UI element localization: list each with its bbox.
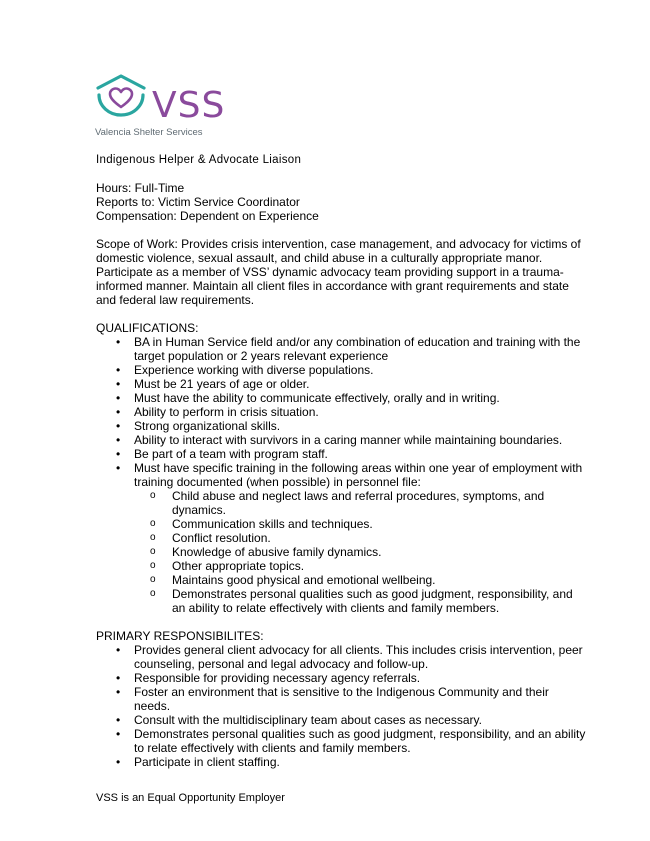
list-item: • Demonstrates personal qualities such as good judgment, responsibility, and an ability to relate effectively with clients and family members. — [96, 727, 586, 755]
qualifications-list — [96, 335, 586, 615]
list-item: • Responsible for providing necessary agency referrals. — [96, 671, 586, 685]
qualifications-heading: QUALIFICATIONS: — [96, 321, 199, 335]
sublist-item: o Conflict resolution. — [134, 531, 586, 545]
sublist-item: o Demonstrates personal qualities such as good judgment, responsibility, and an ability to relate effectively with clients and family members. — [134, 587, 586, 615]
vss-logo — [94, 74, 244, 144]
list-item-text: Must have specific training in the following areas within one year of employment with training documented (when possible) in personnel file: — [134, 461, 583, 489]
job-title: Indigenous Helper & Advocate Liaison — [96, 154, 302, 166]
list-item: • Consult with the multidisciplinary team about cases as necessary. — [96, 713, 586, 727]
detail-compensation: Compensation: Dependent on Experience — [96, 209, 319, 223]
sublist-item: o Child abuse and neglect laws and referral procedures, symptoms, and dynamics. — [134, 489, 586, 517]
footer-eoe-statement: VSS is an Equal Opportunity Employer — [96, 792, 285, 804]
list-item: • Ability to interact with survivors in a caring manner while maintaining boundaries. — [96, 433, 586, 447]
sublist-item: o Knowledge of abusive family dynamics. — [134, 545, 586, 559]
responsibilities-heading: PRIMARY RESPONSIBILITES: — [96, 629, 264, 643]
list-item: • Strong organizational skills. — [96, 419, 586, 433]
logo-tagline: Valencia Shelter Services — [95, 127, 203, 138]
list-item: • BA in Human Service field and/or any combination of education and training with the target population or 2 years relevant experience — [96, 335, 586, 363]
list-item: • Provides general client advocacy for all clients. This includes crisis intervention, peer counseling, personal and legal advocacy and follow-up. — [96, 643, 586, 671]
list-item: • Experience working with diverse populations. — [96, 363, 586, 377]
training-sublist — [134, 489, 586, 615]
detail-hours: Hours: Full-Time — [96, 181, 185, 195]
list-item: • Must have the ability to communicate effectively, orally and in writing. — [96, 391, 586, 405]
list-item: • Must be 21 years of age or older. — [96, 377, 586, 391]
list-item: • Be part of a team with program staff. — [96, 447, 586, 461]
sublist-item: o Other appropriate topics. — [134, 559, 586, 573]
list-item: • Foster an environment that is sensitive to the Indigenous Community and their needs. — [96, 685, 586, 713]
logo-brand-text: VSS — [152, 85, 226, 126]
detail-reports-to: Reports to: Victim Service Coordinator — [96, 195, 300, 209]
list-item: • Ability to perform in crisis situation. — [96, 405, 586, 419]
sublist-item: o Communication skills and techniques. — [134, 517, 586, 531]
list-item: • Participate in client staffing. — [96, 755, 586, 769]
shelter-heart-icon — [94, 74, 148, 120]
scope-of-work: Scope of Work: Provides crisis intervention, case management, and advocacy for victims of domestic violence, sexual assault, and child abuse in a culturally appropriate manor. Participate as a member of VSS’ dynamic advocacy team providing support in a trauma-informed manner. Maintain all client files in accordance with grant requirements and state and federal law requirements. — [96, 237, 581, 307]
job-description — [96, 153, 586, 769]
list-item-training — [96, 461, 586, 615]
sublist-item: o Maintains good physical and emotional wellbeing. — [134, 573, 586, 587]
responsibilities-list — [96, 643, 586, 769]
